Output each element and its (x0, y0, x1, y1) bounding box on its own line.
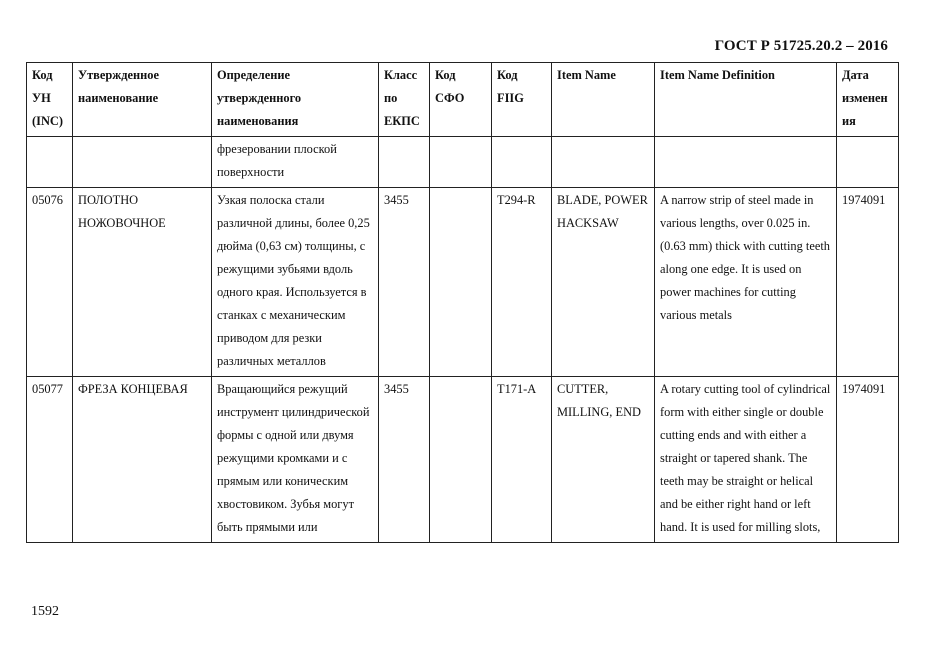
cell-definition: Вращающийся режущий инструмент цилиндрической формы с одной или двумя режущими кромками и с прямым или коническим хвостовиком. Зубья могут быть прямыми или (212, 377, 379, 543)
document-standard-header: ГОСТ Р 51725.20.2 – 2016 (714, 38, 888, 54)
cell-change-date: 1974091 (837, 188, 899, 377)
cell-item-name: CUTTER, MILLING, END (552, 377, 655, 543)
cell-item-name: BLADE, POWER HACKSAW (552, 188, 655, 377)
cell-sfo (430, 137, 492, 188)
column-header-fiig: Код FIIG (492, 63, 552, 137)
table-row (27, 377, 899, 543)
cell-fiig: T294-R (492, 188, 552, 377)
column-header-sfo: Код СФО (430, 63, 492, 137)
cell-sfo (430, 377, 492, 543)
column-header-item-name: Item Name (552, 63, 655, 137)
table-row (27, 188, 899, 377)
cell-fiig: T171-A (492, 377, 552, 543)
cell-change-date (837, 137, 899, 188)
column-header-approved-name: Утвержденное наименование (73, 63, 212, 137)
column-header-item-definition: Item Name Definition (655, 63, 837, 137)
cell-definition: Узкая полоска стали различной длины, более 0,25 дюйма (0,63 см) толщины, с режущими зубьями вдоль одного края. Используется в станках с механическим приводом для резки различных металлов (212, 188, 379, 377)
column-header-definition: Определение утвержденного наименования (212, 63, 379, 137)
cell-item-definition: A narrow strip of steel made in various lengths, over 0.025 in. (0.63 mm) thick with cutting teeth along one edge. It is used on power machines for cutting various metals (655, 188, 837, 377)
column-header-class: Класс по ЕКПС (379, 63, 430, 137)
table-header-row (27, 63, 899, 137)
cell-item-definition (655, 137, 837, 188)
cell-code: 05077 (27, 377, 73, 543)
cell-item-definition: A rotary cutting tool of cylindrical form with either single or double cutting ends and with either a straight or tapered shank. The teeth may be straight or helical and be either right hand or left hand. It is used for milling slots, (655, 377, 837, 543)
nomenclature-table (26, 62, 899, 543)
cell-approved-name (73, 137, 212, 188)
column-header-change-date: Дата изменения (837, 63, 899, 137)
cell-definition: фрезеровании плоской поверхности (212, 137, 379, 188)
table-row (27, 137, 899, 188)
cell-item-name (552, 137, 655, 188)
column-header-code: Код УН (INC) (27, 63, 73, 137)
cell-class: 3455 (379, 188, 430, 377)
cell-class: 3455 (379, 377, 430, 543)
cell-code (27, 137, 73, 188)
cell-class (379, 137, 430, 188)
cell-code: 05076 (27, 188, 73, 377)
cell-approved-name: ПОЛОТНО НОЖОВОЧНОЕ (73, 188, 212, 377)
cell-sfo (430, 188, 492, 377)
page-number: 1592 (31, 604, 59, 619)
cell-fiig (492, 137, 552, 188)
cell-approved-name: ФРЕЗА КОНЦЕВАЯ (73, 377, 212, 543)
cell-change-date: 1974091 (837, 377, 899, 543)
